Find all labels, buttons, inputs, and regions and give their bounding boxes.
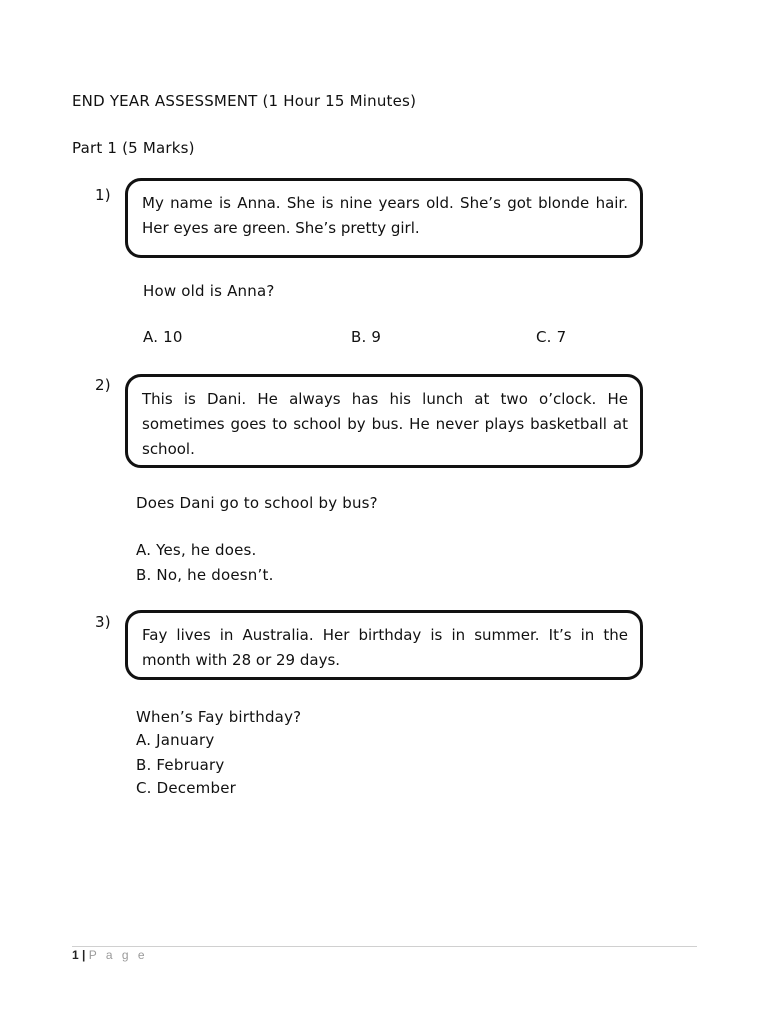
footer-separator: | xyxy=(82,948,86,962)
answer-option: B. No, he doesn’t. xyxy=(136,566,274,584)
document-title: END YEAR ASSESSMENT (1 Hour 15 Minutes) xyxy=(72,92,417,110)
answer-option: A. January xyxy=(136,731,215,749)
question-number: 2) xyxy=(95,376,111,394)
reading-passage-box xyxy=(125,178,643,258)
reading-passage: Fay lives in Australia. Her birthday is in summer. It’s in the month with 28 or 29 days. xyxy=(142,626,628,669)
answer-option: B. 9 xyxy=(351,328,382,346)
question-text: How old is Anna? xyxy=(143,282,275,300)
reading-passage: This is Dani. He always has his lunch at two o’clock. He sometimes goes to school by bus. He never plays basketball at school. xyxy=(142,390,628,458)
page-number: 1 xyxy=(72,948,79,962)
answer-option: A. 10 xyxy=(143,328,183,346)
question-number: 3) xyxy=(95,613,111,631)
footer-divider xyxy=(72,946,697,947)
answer-option: C. December xyxy=(136,779,236,797)
answer-option: A. Yes, he does. xyxy=(136,541,257,559)
answer-option: B. February xyxy=(136,756,225,774)
page-label: P a g e xyxy=(88,948,148,962)
question-text: When’s Fay birthday? xyxy=(136,708,302,726)
page-footer xyxy=(72,948,148,962)
reading-passage: My name is Anna. She is nine years old. She’s got blonde hair. Her eyes are green. She’s pretty girl. xyxy=(142,194,628,237)
question-number: 1) xyxy=(95,186,111,204)
question-text: Does Dani go to school by bus? xyxy=(136,494,378,512)
part-heading: Part 1 (5 Marks) xyxy=(72,139,195,157)
answer-option: C. 7 xyxy=(536,328,567,346)
reading-passage-box xyxy=(125,374,643,468)
reading-passage-box xyxy=(125,610,643,680)
